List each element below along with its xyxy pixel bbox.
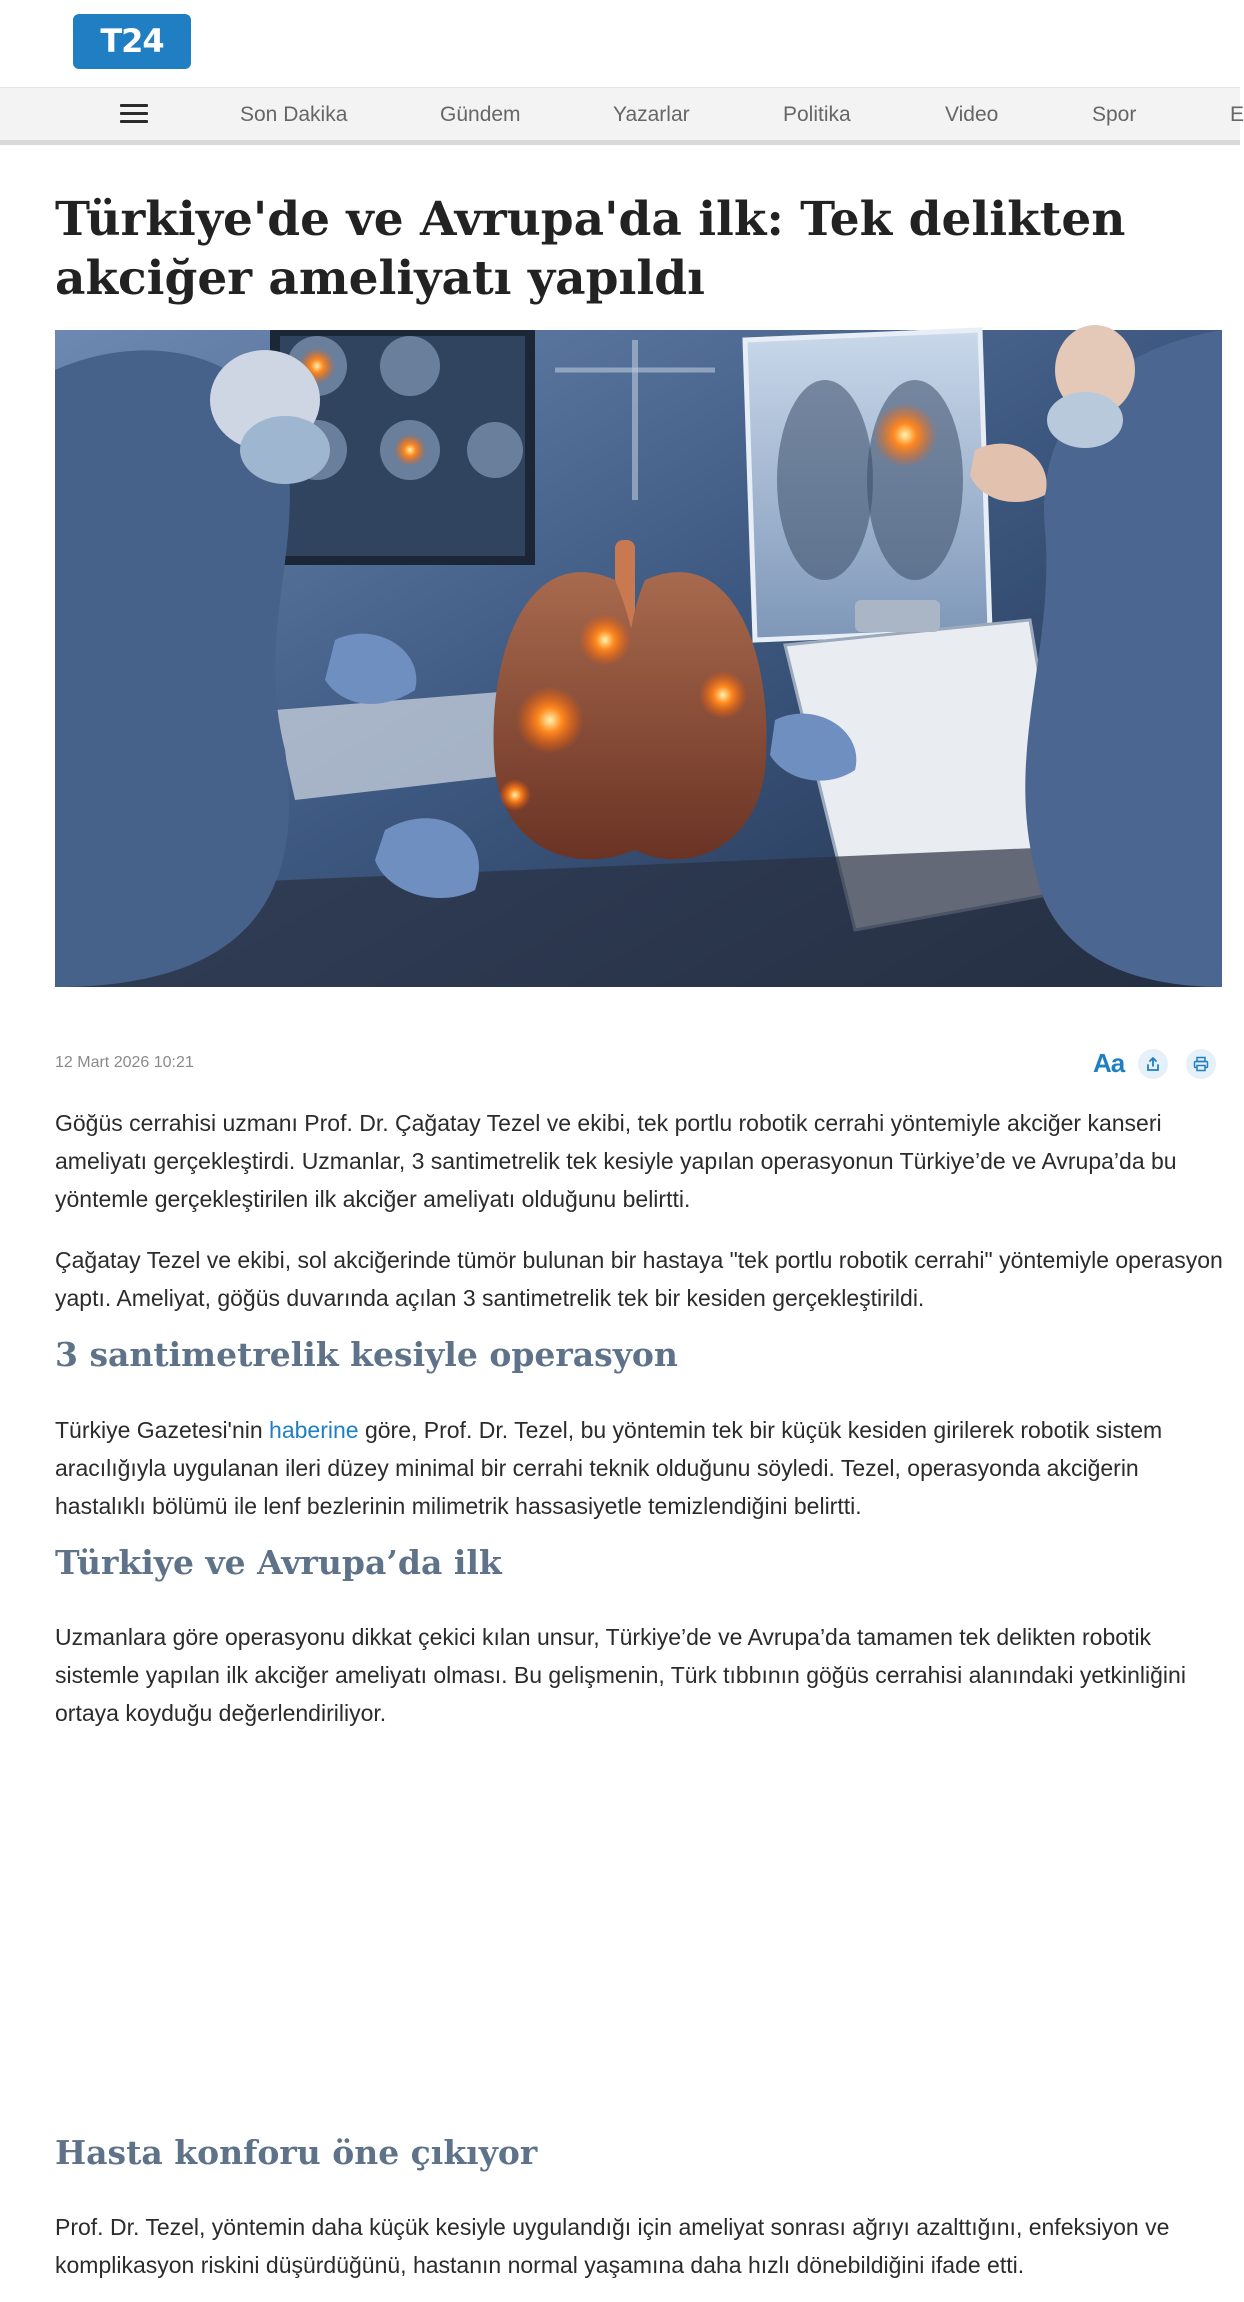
paragraph-4: Uzmanlara göre operasyonu dikkat çekici kılan unsur, Türkiye’de ve Avrupa’da tamamen tek delikten robotik sistemle yapılan ilk akciğer ameliyatı olması. Bu gelişmenin, Türk tıbbının göğüs cerrahisi alanındaki yetkinliğini ortaya koyduğu değerlendiriliyor. [55, 1624, 1186, 1726]
nav-item-gundem[interactable]: Gündem [440, 103, 521, 126]
nav-item-son-dakika[interactable]: Son Dakika [240, 103, 348, 126]
site-header [0, 0, 1240, 87]
paragraph-1: Göğüs cerrahisi uzmanı Prof. Dr. Çağatay Tezel ve ekibi, tek portlu robotik cerrahi yöntemiyle akciğer kanseri ameliyatı gerçekleştirdi. Uzmanlar, 3 santimetrelik tek kesiyle yapılan operasyonun Türkiye’de ve Avrupa’da bu yöntemle gerçekleştirilen ilk akciğer ameliyatı olduğunu belirtti. [55, 1110, 1177, 1212]
font-size-button[interactable]: Aa [1093, 1048, 1125, 1078]
site-logo[interactable]: T24 [73, 14, 191, 69]
subheading-hasta-konforu: Hasta konforu öne çıkıyor [55, 2133, 538, 2172]
main-nav [0, 87, 1244, 145]
hero-image [55, 330, 1222, 987]
paragraph-5: Prof. Dr. Tezel, yöntemin daha küçük kesiyle uygulandığı için ameliyat sonrası ağrıyı azalttığını, enfeksiyon ve komplikasyon riskini düşürdüğünü, hastanın normal yaşamına daha hızlı dönebildiğini ifade etti. [55, 2214, 1170, 2278]
menu-icon[interactable] [120, 104, 148, 126]
share-icon [1145, 1056, 1161, 1072]
paragraph-3-lead: Türkiye Gazetesi'nin [55, 1417, 270, 1443]
printer-icon [1193, 1056, 1209, 1072]
article-title: Türkiye'de ve Avrupa'da ilk: Tek delikten akciğer ameliyatı yapıldı [55, 192, 1126, 306]
nav-item-politika[interactable]: Politika [783, 103, 851, 126]
paragraph-2: Çağatay Tezel ve ekibi, sol akciğerinde tümör bulunan bir hastaya "tek portlu robotik cerrahi" yöntemiyle operasyon yaptı. Ameliyat, göğüs duvarında açılan 3 santimetrelik tek bir kesiden gerçekleştirildi. [55, 1247, 1223, 1311]
haberine-link[interactable]: haberine [269, 1417, 359, 1443]
nav-item-video[interactable]: Video [945, 103, 999, 126]
paragraph-3 [55, 1411, 1225, 1525]
paragraph-3-rest: göre, Prof. Dr. Tezel, bu yöntemin tek bir küçük kesiden girilerek robotik sistem aracılığıyla uygulanan ileri düzey minimal bir cerrahi teknik olduğunu söyledi. Tezel, operasyonda akciğerin hastalıklı bölümü ile lenf bezlerinin milimetrik hassasiyetle temizlendiğini belirtti. [55, 1417, 1163, 1519]
subheading-kesi: 3 santimetrelik kesiyle operasyon [55, 1335, 678, 1374]
nav-item-spor[interactable]: Spor [1092, 103, 1137, 126]
nav-item-yazarlar[interactable]: Yazarlar [613, 103, 690, 126]
print-button[interactable] [1186, 1049, 1216, 1079]
subheading-ilk: Türkiye ve Avrupa’da ilk [55, 1543, 502, 1582]
publish-date: 12 Mart 2026 10:21 [55, 1054, 194, 1071]
share-button[interactable] [1138, 1049, 1168, 1079]
nav-item-truncated[interactable]: E [1230, 103, 1244, 126]
